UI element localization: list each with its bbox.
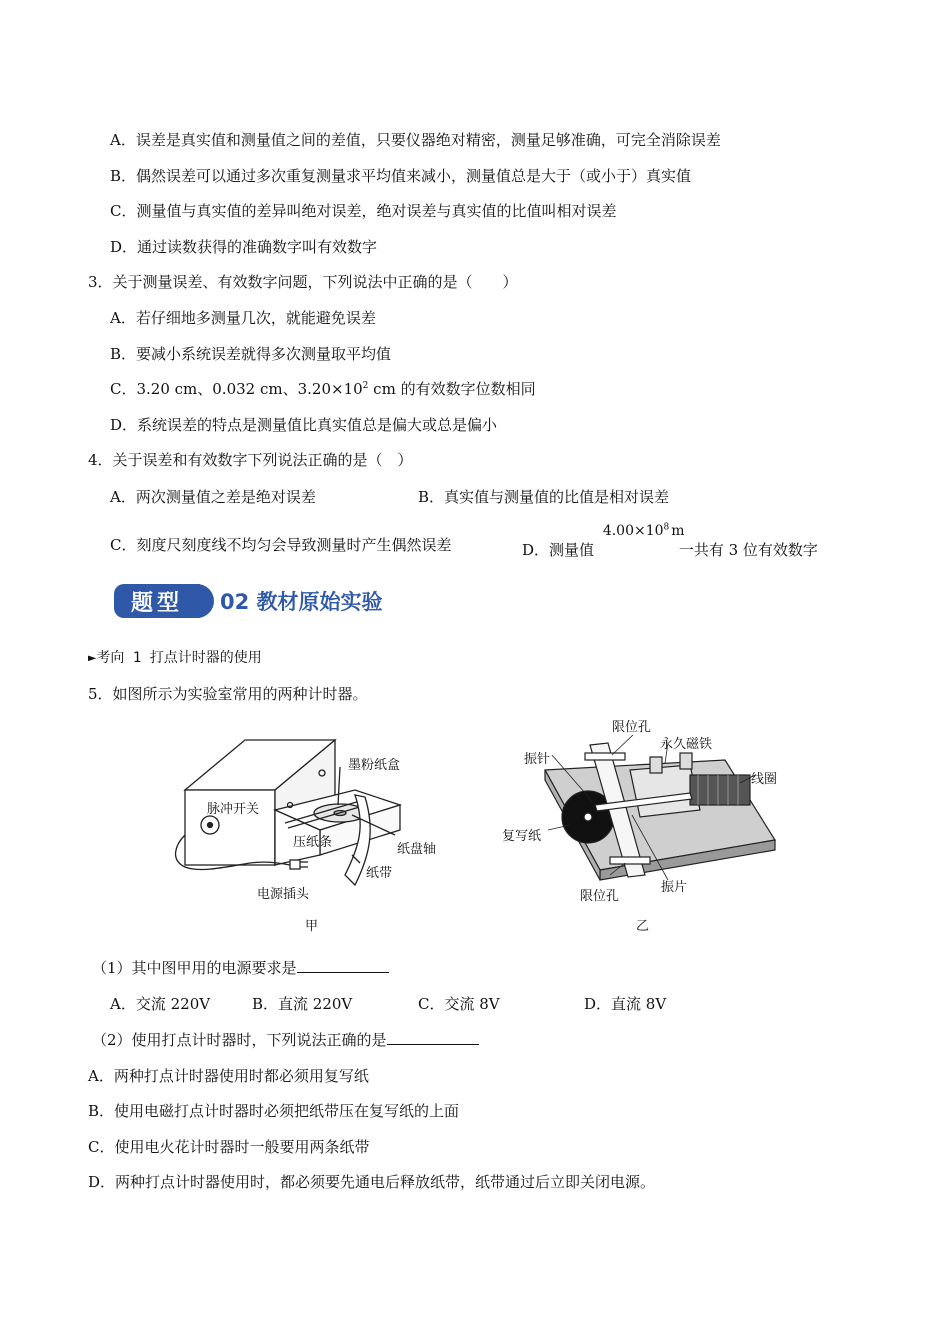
answer-blank-2[interactable] <box>387 1030 479 1045</box>
q5-part2-option-b: B．使用电磁打点计时器时必须把纸带压在复写纸的上面 <box>88 1102 460 1120</box>
label-press-strip: 压纸条 <box>293 835 333 850</box>
q2-option-d: D．通过读数获得的准确数字叫有效数字 <box>110 238 378 256</box>
q2-option-b: B．偶然误差可以通过多次重复测量求平均值来减小，测量值总是大于（或小于）真实值 <box>110 167 692 185</box>
answer-blank-1[interactable] <box>297 958 389 973</box>
q3-option-c: C．3.20 cm、0.032 cm、$3.20\times 10^2$ cm 的有效数字位数相同 <box>110 380 536 398</box>
q4-option-a: A．两次测量值之差是绝对误差 <box>110 488 316 506</box>
q5-part1-option-c: C．交流 8V <box>418 995 500 1013</box>
q4-option-b: B．真实值与测量值的比值是相对误差 <box>418 488 670 506</box>
q5-part2-option-d: D．两种打点计时器使用时，都必须要先通电后释放纸带，纸带通过后立即关闭电源。 <box>88 1173 656 1191</box>
q4-option-c: C．刻度尺刻度线不均匀会导致测量时产生偶然误差 <box>110 536 452 554</box>
section-badge: 题型 <box>114 584 200 618</box>
q3-option-b: B．要减小系统误差就得多次测量取平均值 <box>110 345 392 363</box>
q5-part1-option-d: D．直流 8V <box>584 995 667 1013</box>
q5-part2-stem: （2）使用打点计时器时，下列说法正确的是 <box>92 1030 479 1050</box>
q4-stem: 4．关于误差和有效数字下列说法正确的是（ ） <box>88 451 413 469</box>
label-ink-box: 墨粉纸盒 <box>348 758 401 773</box>
q3-stem: 3．关于测量误差、有效数字问题，下列说法中正确的是（ ） <box>88 273 518 291</box>
caption-jia: 甲 <box>305 919 319 934</box>
label-needle: 振针 <box>524 752 551 767</box>
q3-option-a: A．若仔细地多测量几次，就能避免误差 <box>110 309 376 327</box>
label-limit-hole-bottom: 限位孔 <box>580 889 620 904</box>
q5-part1-option-b: B．直流 220V <box>252 995 353 1013</box>
label-vibrator: 振片 <box>661 880 688 895</box>
q2-option-c: C．测量值与真实值的差异叫绝对误差，绝对误差与真实值的比值叫相对误差 <box>110 202 617 220</box>
q5-part1-stem: （1）其中图甲用的电源要求是 <box>92 958 389 978</box>
q5-part2-option-c: C．使用电火花计时器时一般要用两条纸带 <box>88 1138 370 1156</box>
section-header <box>114 582 383 620</box>
label-pulse-switch: 脉冲开关 <box>207 802 260 817</box>
section-title: 02 教材原始实验 <box>220 586 383 616</box>
q2-option-a: A．误差是真实值和测量值之间的差值，只要仪器绝对精密，测量足够准确，可完全消除误差 <box>110 131 721 149</box>
label-magnet: 永久磁铁 <box>660 737 713 752</box>
sub-heading: ►考向 1 打点计时器的使用 <box>88 650 262 666</box>
q3-option-d: D．系统误差的特点是测量值比真实值总是偏大或总是偏小 <box>110 416 498 434</box>
caption-yi: 乙 <box>636 919 650 934</box>
label-tape: 纸带 <box>366 866 393 881</box>
label-carbon-paper: 复写纸 <box>502 829 542 844</box>
q5-stem: 5．如图所示为实验室常用的两种计时器。 <box>88 685 368 703</box>
q4-option-d: D．测量值 $4.00\times 10^8$ m 一共有 3 位有效数字 <box>522 522 818 559</box>
figure-yi-electromagnetic-timer <box>540 735 780 885</box>
q5-part1-option-a: A．交流 220V <box>110 995 211 1013</box>
q4-formula: $4.00\times 10^8$ m <box>602 522 685 539</box>
q5-part2-option-a: A．两种打点计时器使用时都必须用复写纸 <box>88 1067 369 1085</box>
label-limit-hole-top: 限位孔 <box>612 720 652 735</box>
label-plug: 电源插头 <box>257 887 310 902</box>
label-reel-axis: 纸盘轴 <box>397 842 437 857</box>
figure-jia-spark-timer <box>170 735 480 900</box>
label-coil: 线圈 <box>751 772 778 787</box>
